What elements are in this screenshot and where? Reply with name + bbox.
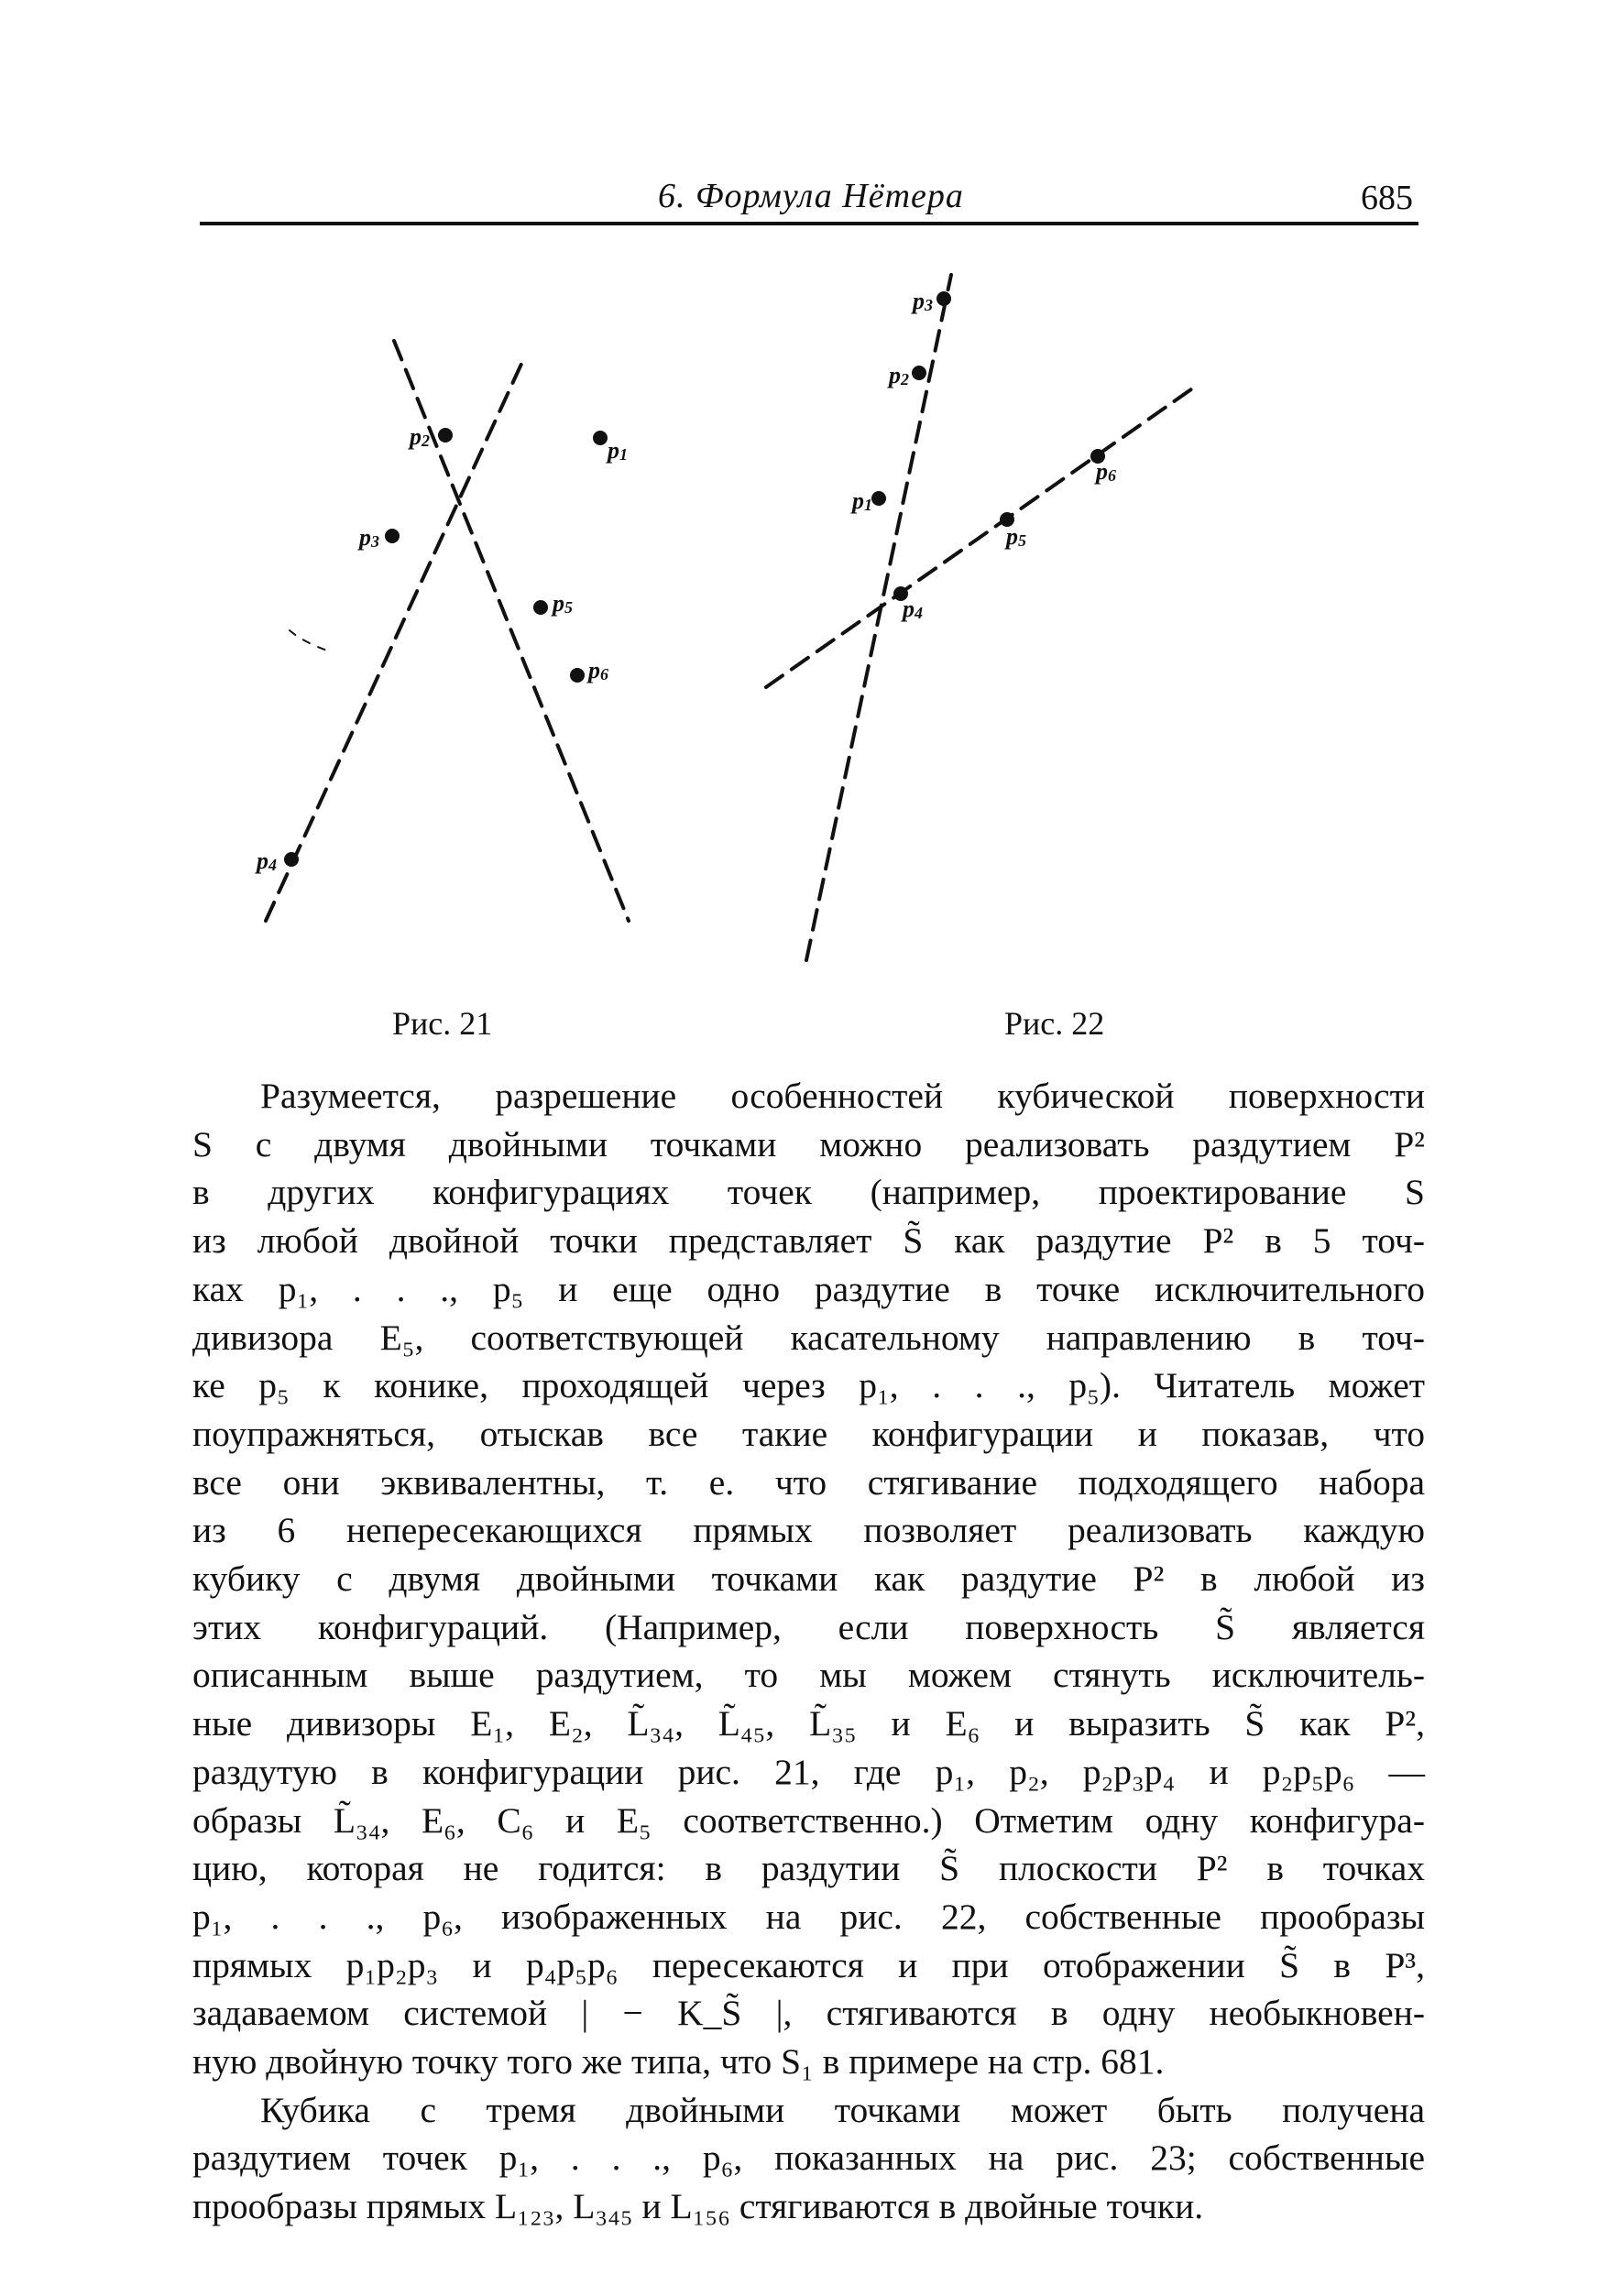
figure-21 [266,341,629,921]
fig22-label-p5: p5 [1006,523,1026,550]
figure-22-labels [850,288,1116,622]
fig22-label-p3: p3 [913,288,933,314]
text-line: p₁, . . ., p₆, изображенных на рис. 22, собственные прообразы [192,1896,1425,1937]
text-line: ке p₅ к конике, проходящей через p₁, . . ., p₅). Читатель может [192,1365,1425,1406]
text-line: описанным выше раздутием, то мы можем стянуть исключитель- [192,1655,1425,1696]
text-line: в других конфигурациях точек (например, проектирование S [192,1172,1425,1213]
text-line: ках p₁, . . ., p₅ и еще одно раздутие в точке исключительного [192,1268,1425,1309]
fig21-point-p2 [438,428,453,443]
fig22-label-p6: p6 [1096,458,1116,485]
fig21-label-p4: p4 [257,847,277,874]
text-line: из любой двойной точки представляет S̃ как раздутие P² в 5 точ- [192,1220,1425,1262]
text-line: задаваемом системой | − K_S̃ |, стягиваются в одну необыкновен- [192,1993,1425,2034]
fig21-point-p3 [385,529,400,543]
text-line: прямых p₁p₂p₃ и p₄p₅p₆ пересекаются и при отображении S̃ в P³, [192,1944,1425,1985]
text-line: цию, которая не годится: в раздутии S̃ плоскости P² в точках [192,1848,1425,1889]
figure-21-caption: Рис. 21 [392,1005,493,1042]
text-line: ные дивизоры E₁, E₂, L̃₃₄, L̃₄₅, L̃₃₅ и E₆ и выразить S̃ как P², [192,1703,1425,1744]
text-line: Кубика с тремя двойными точками может быть получена [260,2089,1425,2130]
figure-22-points [871,291,1105,601]
text-line: дивизора E₅, соответствующей касательному направлению в точ- [192,1317,1425,1358]
fig22-line-p1p2p3 [806,275,951,960]
fig21-label-p1: p1 [608,437,628,464]
fig22-label-p1: p1 [852,487,872,514]
text-line: раздутую в конфигурации рис. 21, где p₁, p₂, p₂p₃p₄ и p₂p₅p₆ — [192,1751,1425,1792]
text-line: Разумеется, разрешение особенностей кубической поверхности [260,1076,1425,1116]
page-number: 685 [1361,179,1413,217]
text-line: этих конфигураций. (Например, если поверхность S̃ является [192,1606,1425,1647]
text-line: из 6 непересекающихся прямых позволяет реализовать каждую [192,1510,1425,1551]
fig22-label-p2: p2 [889,362,909,388]
fig22-label-p4: p4 [903,596,923,622]
text-line: образы L̃₃₄, E₆, C₆ и E₅ соответственно.) Отметим одну конфигура- [192,1799,1425,1841]
figures-canvas [0,0,1610,989]
text-line: раздутием точек p₁, . . ., p₆, показанных на рис. 23; собственные [192,2137,1425,2179]
fig21-point-p6 [570,668,585,683]
fig21-point-p4 [284,852,299,867]
paragraph-2 [192,2086,1425,2231]
fig21-label-p5: p5 [553,590,573,617]
fig21-label-p6: p6 [588,657,608,683]
fig21-line-p2p5p6 [394,341,629,921]
fig21-label-p2: p2 [410,423,430,450]
fig21-stray-mark [290,630,333,652]
text-line: ную двойную точку того же типа, что S₁ в примере на стр. 681. [192,2041,1165,2083]
text-line: прообразы прямых L₁₂₃, L₃₄₅ и L₁₅₆ стягиваются в двойные точки. [192,2186,1204,2227]
text-line: все они эквивалентны, т. е. что стягивание подходящего набора [192,1461,1425,1503]
body-text [192,1072,1425,2231]
fig21-label-p3: p3 [359,524,379,551]
fig21-point-p1 [593,431,608,445]
fig22-point-p3 [936,291,951,306]
figure-22-caption: Рис. 22 [1004,1005,1105,1042]
text-line: кубику с двумя двойными точками как раздутие P² в любой из [192,1558,1425,1600]
paragraph-1 [192,1072,1425,2086]
figure-21-points [284,428,608,867]
figure-21-labels [255,423,628,874]
running-title: 6. Формула Нётера [658,177,964,215]
fig22-point-p1 [871,491,886,506]
fig22-point-p2 [912,366,926,380]
fig21-point-p5 [533,600,548,615]
text-line: поупражняться, отыскав все такие конфигурации и показав, что [192,1413,1425,1454]
text-line: S с двумя двойными точками можно реализовать раздутием P² [192,1123,1425,1164]
figure-22 [766,275,1198,960]
fig22-line-p4p5p6 [766,385,1198,687]
